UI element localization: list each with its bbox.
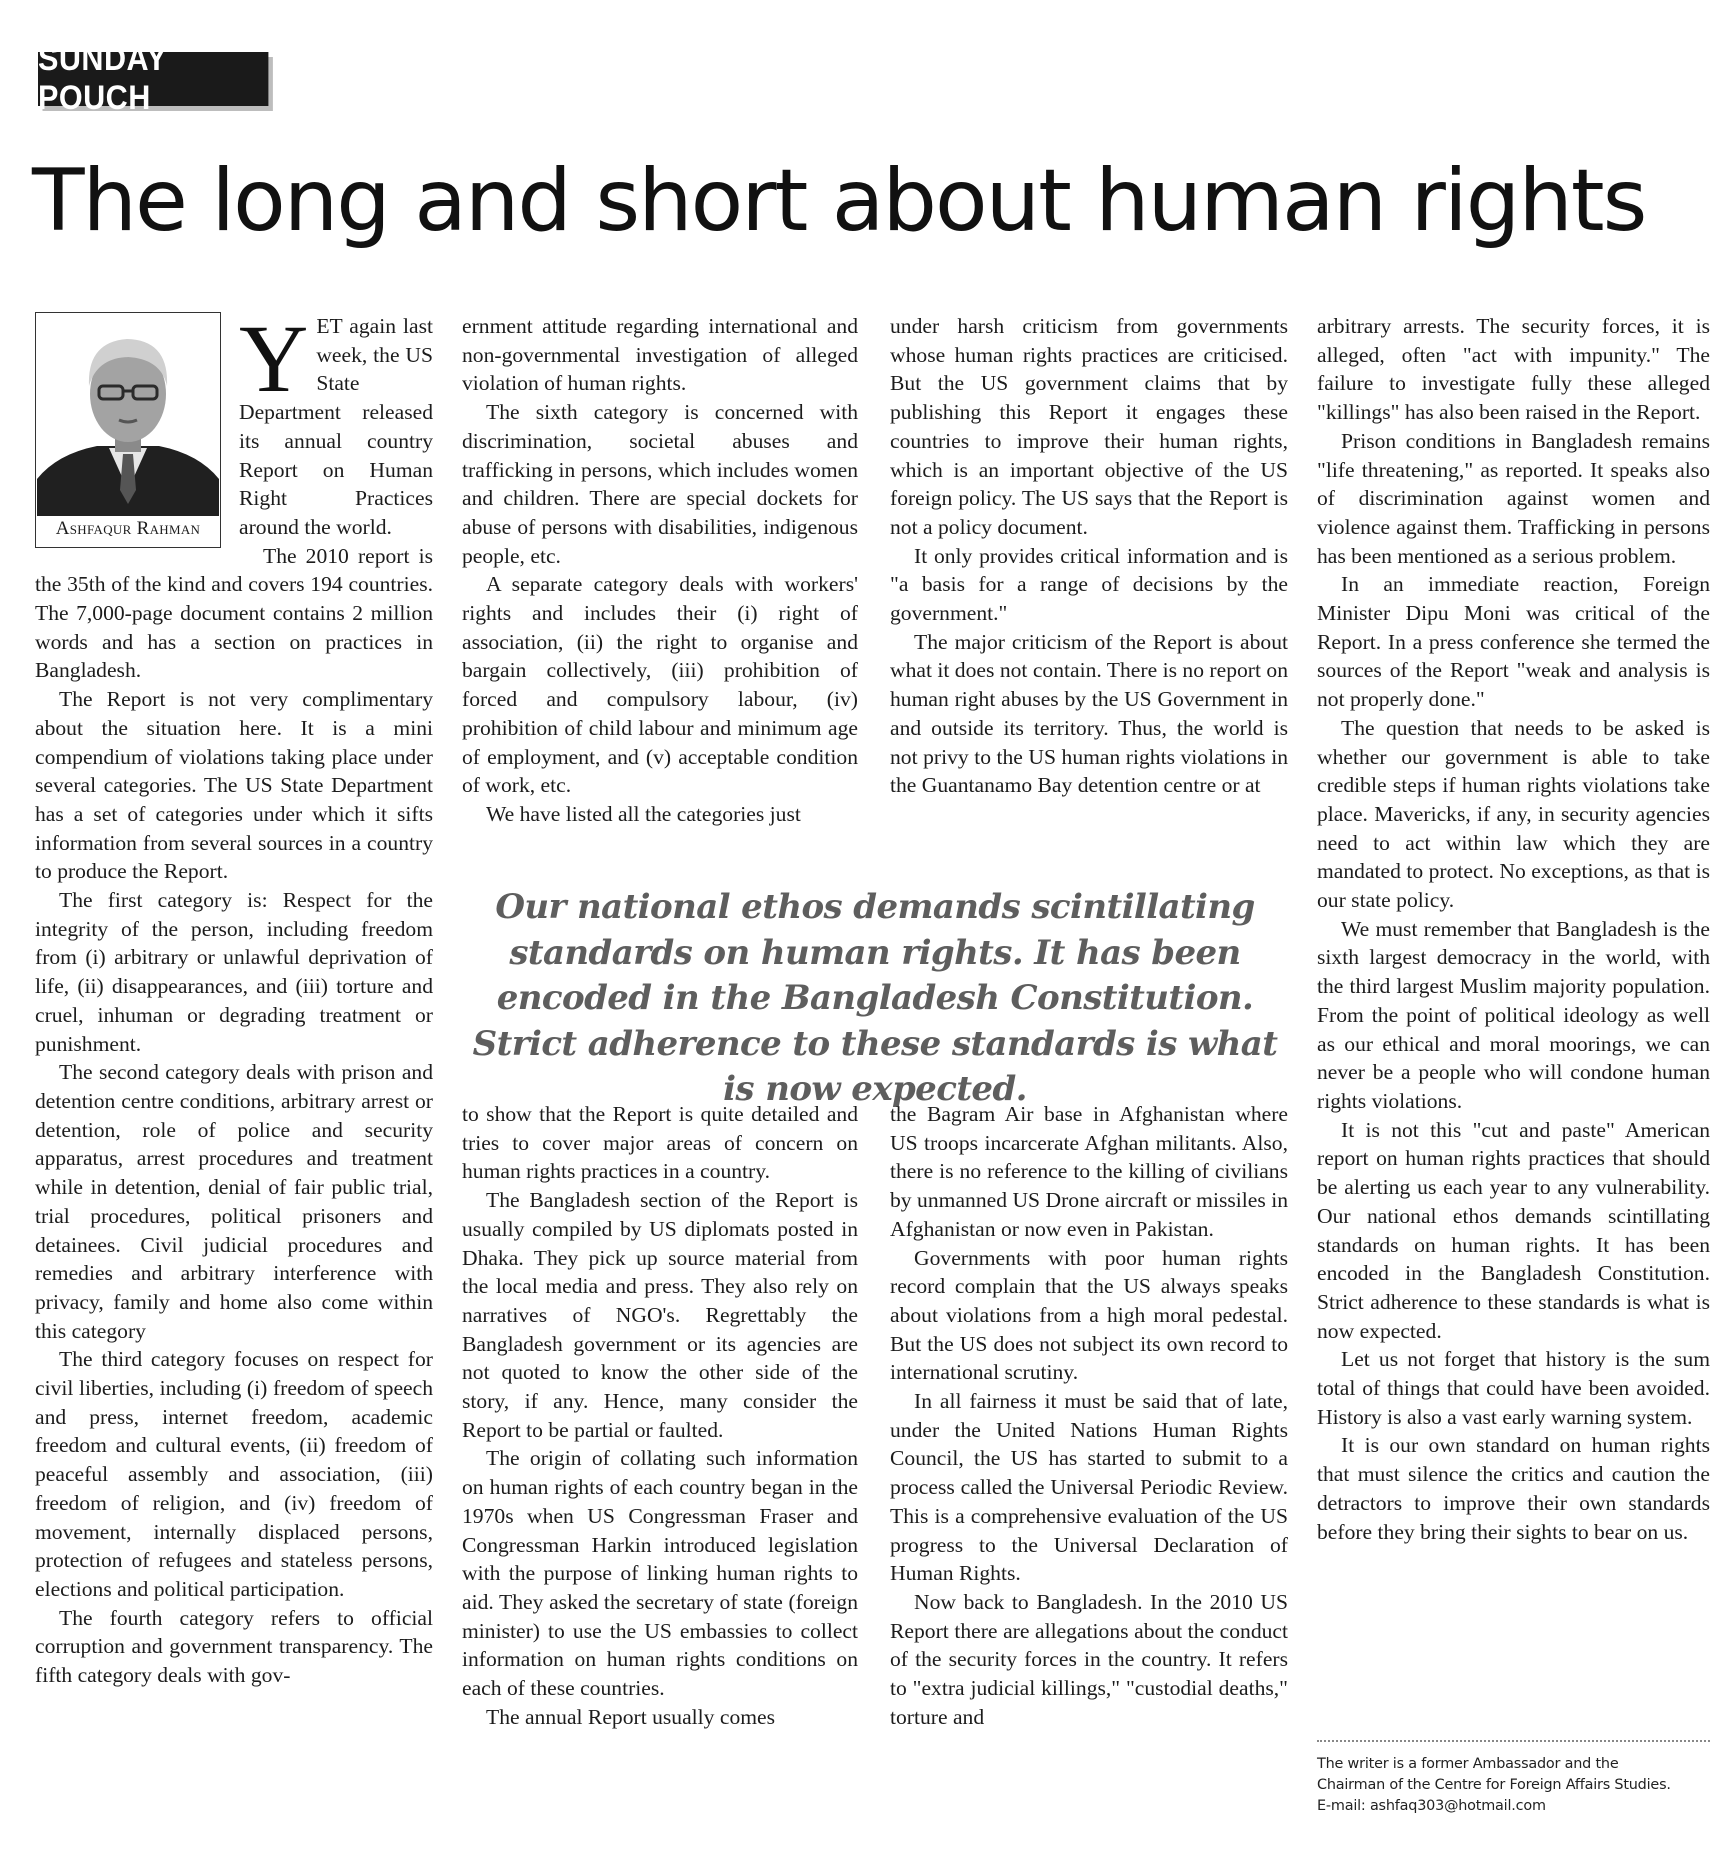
paragraph: Prison conditions in Bangladesh remains "life threatening," as reported. It speaks also of discrimination against women and violence against them. Trafficking in persons has been mentioned as a serious problem. bbox=[1317, 428, 1710, 568]
paragraph: We must remember that Bangladesh is the sixth largest democracy in the world, with the third largest Muslim majority population. From the point of political ideology as well as our ethical and moral moorings, we can never be a people who will condone human rights violations. bbox=[1317, 916, 1710, 1113]
paragraph: The annual Report usually comes bbox=[486, 1704, 776, 1729]
paragraph: It is our own standard on human rights that must silence the critics and caution the detractors to improve their own standards before they bring their sights to bear on us. bbox=[1317, 1433, 1710, 1544]
paragraph: In an immediate reaction, Foreign Minister Dipu Moni was critical of the Report. In a press conference she termed the sources of the Report "weak and analysis is not properly done." bbox=[1317, 572, 1710, 712]
paragraph: The question that needs to be asked is whether our government is able to take credible steps if human rights violations take place. Mavericks, if any, in security agencies need to act within law which they are mandated to protect. No exceptions, as that is our state policy. bbox=[1317, 715, 1710, 913]
paragraph: The sixth category is concerned with discrimination, societal abuses and trafficking in persons, which includes women and children. There are special dockets for abuse of persons with disabilities, indigenous people, etc. bbox=[462, 400, 858, 568]
paragraph: A separate category deals with workers' rights and includes their (i) right of association, (ii) the right to organise and bargain collectively, (iii) prohibition of forced and compulsory labour, (iv) prohibition of child labour and minimum age of employment, and (v) acceptable condition of work, etc. bbox=[462, 572, 858, 798]
drop-cap: Y bbox=[239, 305, 309, 412]
paragraph: the Bagram Air base in Afghanistan where US troops incarcerate Afghan militants. Also, there is no reference to the killing of civilians by unmanned US Drone aircraft or missiles in Afghanistan or now even in Pakistan. bbox=[890, 1102, 1288, 1241]
paragraph: ET again last week, the US State Department released its annual country Report on Human Right Practices around the world. bbox=[239, 314, 433, 539]
author-byline: Ashfaqur Rahman bbox=[55, 518, 201, 540]
paragraph: The Bangladesh section of the Report is usually compiled by US diplomats posted in Dhaka. They pick up source material from the local media and press. They also rely on narratives of NGO's. Regrettably the Bangladesh government or its agencies are not quoted to know the other side of the story, if any. Hence, many consider the Report to be partial or faulted. bbox=[462, 1188, 858, 1442]
paragraph: under harsh criticism from governments whose human rights practices are criticised. But the US government claims that by publishing this Report it engages these countries to improve their human rights, which is an important objective of the US foreign policy. The US says that the Report is not a policy document. bbox=[890, 314, 1288, 539]
paragraph: The Report is not very complimentary about the situation here. It is a mini compendium of violations taking place under several categories. The US State Department has a set of categories under which it sifts information from several sources in a country to produce the Report. bbox=[35, 687, 433, 884]
article-column-1 bbox=[35, 305, 433, 1690]
paragraph: The first category is: Respect for the integrity of the person, including freedom from (i) arbitrary or unlawful deprivation of life, (ii) disappearances, and (iii) torture and cruel, inhuman or degrading treatment or punishment. bbox=[35, 888, 433, 1056]
article-column-3-top bbox=[890, 312, 1288, 800]
paragraph: The second category deals with prison and detention centre conditions, arbitrary arrest or detention, role of police and security apparatus, arrest procedures and treatment while in detention, denial of fair public trial, trial procedures, political prisoners and detainees. Civil judicial procedures and remedies and arbitrary interference with privacy, family and home also come within this category bbox=[35, 1060, 433, 1343]
paragraph: Governments with poor human rights record complain that the US always speaks about violations from a high moral pedestal. But the US does not subject its own record to international scrutiny. bbox=[890, 1245, 1288, 1385]
paragraph: In all fairness it must be said that of late, under the United Nations Human Rights Council, the US has started to submit to a process called the Universal Periodic Review. This is a comprehensive evaluation of the US progress to the Universal Declaration of Human Rights. bbox=[890, 1389, 1288, 1586]
headline: The long and short about human rights bbox=[32, 151, 1646, 251]
author-note-divider bbox=[1317, 1740, 1710, 1742]
author-email[interactable]: E-mail: ashfaq303@hotmail.com bbox=[1317, 1798, 1546, 1814]
paragraph: It is not this "cut and paste" American report on human rights practices that should be alerting us each year to any vulnerability. Our national ethos demands scintillating standards on human rights. It has been encoded in the Bangladesh Constitution. Strict adherence to these standards is what is now expected. bbox=[1317, 1117, 1710, 1343]
paragraph: The origin of collating such information on human rights of each country began in the 1970s when US Congressman Fraser and Congressman Harkin introduced legislation with the purpose of linking human rights to aid. They asked the secretary of state (foreign minister) to use the US embassies to collect information on human rights conditions on each of these countries. bbox=[462, 1446, 858, 1701]
author-note-line: The writer is a former Ambassador and the bbox=[1317, 1756, 1619, 1772]
paragraph: to show that the Report is quite detailed and tries to cover major areas of concern on human rights practices in a country. bbox=[462, 1102, 858, 1184]
article-column-4 bbox=[1317, 312, 1710, 1546]
paragraph: We have listed all the categories just bbox=[486, 801, 801, 826]
section-tag: SUNDAY POUCH bbox=[38, 52, 268, 106]
pull-quote: Our national ethos demands scintillating standards on human rights. It has been encoded in the Bangladesh Constitution. Strict adherence to these standards is what is now expected. bbox=[472, 887, 1278, 1109]
paragraph: Let us not forget that history is the sum total of things that could have been avoided. History is also a vast early warning system. bbox=[1317, 1347, 1710, 1429]
author-note-line: Chairman of the Centre for Foreign Affairs Studies. bbox=[1317, 1777, 1671, 1793]
author-photo bbox=[35, 312, 221, 548]
paragraph: The 2010 report is the 35th of the kind and covers 194 countries. The 7,000-page document contains 2 million words and has a section on practices in Bangladesh. bbox=[35, 543, 433, 683]
paragraph: Now back to Bangladesh. In the 2010 US Report there are allegations about the conduct of the security forces in the country. It refers to "extra judicial killings," "custodial deaths," torture and bbox=[890, 1589, 1288, 1729]
paragraph: The fourth category refers to official corruption and government transparency. The fifth category deals with gov- bbox=[35, 1605, 433, 1688]
paragraph: arbitrary arrests. The security forces, it is alleged, often "act with impunity." The failure to investigate fully these alleged "killings" has also been raised in the Report. bbox=[1317, 314, 1710, 425]
author-portrait-image bbox=[37, 314, 219, 516]
article-column-2-top bbox=[462, 312, 858, 829]
paragraph: It only provides critical information and is "a basis for a range of decisions by the government." bbox=[890, 543, 1288, 626]
article-column-2-bottom bbox=[462, 1100, 858, 1731]
author-note bbox=[1317, 1754, 1722, 1817]
paragraph: The third category focuses on respect for civil liberties, including (i) freedom of speech and press, internet freedom, academic freedom and cultural events, (ii) freedom of peaceful assembly and association, (iii) freedom of religion, and (iv) freedom of movement, internally displaced persons, protection of refugees and stateless persons, elections and political participation. bbox=[35, 1347, 433, 1601]
paragraph: The major criticism of the Report is about what it does not contain. There is no report on human right abuses by the US Government in and outside its territory. Thus, the world is not privy to the US human rights violations in the Guantanamo Bay detention centre or at bbox=[890, 629, 1288, 798]
paragraph: ernment attitude regarding international and non-governmental investigation of alleged violation of human rights. bbox=[462, 314, 858, 396]
article-column-3-bottom bbox=[890, 1100, 1288, 1731]
